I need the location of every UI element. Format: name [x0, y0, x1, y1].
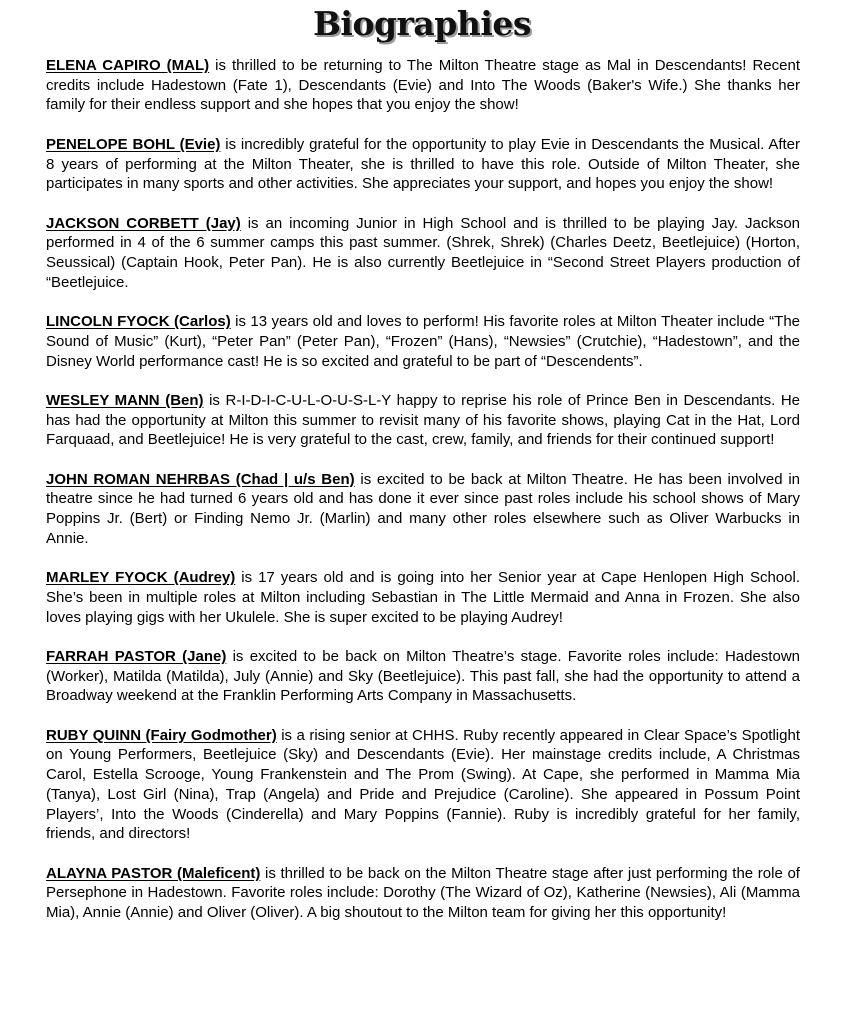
bio-ruby-quinn	[46, 726, 800, 844]
bio-penelope-bohl	[46, 135, 800, 194]
bio-elena-capiro	[46, 56, 800, 115]
bio-text: is R-I-D-I-C-U-L-O-U-S-L-Y happy to reprise his role of Prince Ben in Descendants. He has had the opportunity at Milton this summer to revisit many of his favorite shows, playing Cat in the Hat, Lord Farquaad, and Beetlejuice! He is very grateful to the cast, crew, family, and friends for their continued support!	[46, 391, 800, 449]
bio-text: is excited to be back on Milton Theatre’s stage. Favorite roles include: Hadestown (Worker), Matilda (Matilda), July (Annie) and Sky (Beetlejuice). This past fall, she had the opportunity to attend a Broadway weekend at the Franklin Performing Arts Company in Massachusetts.	[46, 647, 800, 705]
bio-text: is thrilled to be back on the Milton Theatre stage after just performing the role of Persephone in Hadestown. Favorite roles include: Dorothy (The Wizard of Oz), Katherine (Newsies), Ali (Mamma Mia), Annie (Annie) and Oliver (Oliver). A big shoutout to the Milton team for giving her this opportunity!	[46, 864, 800, 922]
bio-text: is excited to be back at Milton Theatre. He has been involved in theatre since he had turned 6 years old and has done it ever since past roles include his school shows of Mary Poppins Jr. (Bert) or Finding Nemo Jr. (Marlin) and many other roles elsewhere such as Oliver Warbucks in Annie.	[46, 470, 800, 547]
bio-name: WESLEY MANN (Ben)	[46, 391, 204, 409]
bio-name: ALAYNA PASTOR (Maleficent)	[46, 864, 261, 882]
bio-name: FARRAH PASTOR (Jane)	[46, 647, 227, 665]
bio-name: LINCOLN FYOCK (Carlos)	[46, 313, 231, 331]
bio-farrah-pastor	[46, 647, 800, 706]
page-title: Biographies	[313, 4, 531, 43]
bio-john-roman-nehrbas	[46, 470, 800, 549]
bio-text: is 13 years old and loves to perform! His favorite roles at Milton Theater include “The Sound of Music” (Kurt), “Peter Pan” (Peter Pan), “Frozen” (Hans), “Newsies” (Crutchie), “Hadestown”, and the Disney World performance cast! He is so excited and grateful to be part of “Descendents”.	[46, 313, 801, 370]
biographies-list	[46, 56, 800, 942]
bio-name: JACKSON CORBETT (Jay)	[46, 214, 241, 232]
bio-text: is 17 years old and is going into her Senior year at Cape Henlopen High School. She’s been in multiple roles at Milton including Sebastian in The Little Mermaid and Anna in Frozen. She also loves playing gigs with her Ukulele. She is super excited to be playing Audrey!	[46, 569, 800, 626]
bio-text: is a rising senior at CHHS. Ruby recently appeared in Clear Space’s Spotlight on Young Performers, Beetlejuice (Sky) and Descendants (Evie). Her mainstage credits include, A Christmas Carol, Estella Scrooge, Young Frankenstein and The Prom (Swing). At Cape, she performed in Mamma Mia (Tanya), Lost Girl (Nina), Trap (Angela) and Pride and Prejudice (Caroline). She appeared in Possum Point Players’, Into the Woods (Cinderella) and Mary Poppins (Fannie). Ruby is incredibly grateful for her family, friends, and directors!	[46, 726, 800, 843]
bio-wesley-mann	[46, 391, 800, 450]
bio-marley-fyock	[46, 568, 800, 627]
bio-name: ELENA CAPIRO (MAL)	[46, 57, 210, 74]
bio-name: PENELOPE BOHL (Evie)	[46, 135, 221, 153]
bio-lincoln-fyock	[46, 312, 800, 371]
bio-jackson-corbett	[46, 214, 800, 293]
bio-text: is thrilled to be returning to The Milton Theatre stage as Mal in Descendants! Recent credits include Hadestown (Fate 1), Descendants (Evie) and Into The Woods (Baker's Wife.) She thanks her family for their endless support and she hopes that you enjoy the show!	[46, 57, 800, 114]
bio-name: MARLEY FYOCK (Audrey)	[46, 569, 236, 587]
bio-alayna-pastor	[46, 864, 800, 923]
bio-text: is incredibly grateful for the opportunity to play Evie in Descendants the Musical. After 8 years of performing at the Milton Theater, she is thrilled to have this role. Outside of Milton Theater, she participates in many sports and other activities. She appreciates your support, and hopes you enjoy the show!	[46, 135, 800, 193]
bio-text: is an incoming Junior in High School and is thrilled to be playing Jay. Jackson performed in 4 of the 6 summer camps this past summer. (Shrek, Shrek) (Charles Deetz, Beetlejuice) (Horton, Seussical) (Captain Hook, Peter Pan). He is also currently Beetlejuice in “Second Street Players production of “Beetlejuice.	[46, 214, 800, 291]
bio-name: RUBY QUINN (Fairy Godmother)	[46, 726, 277, 744]
bio-name: JOHN ROMAN NEHRBAS (Chad | u/s Ben)	[46, 470, 355, 488]
